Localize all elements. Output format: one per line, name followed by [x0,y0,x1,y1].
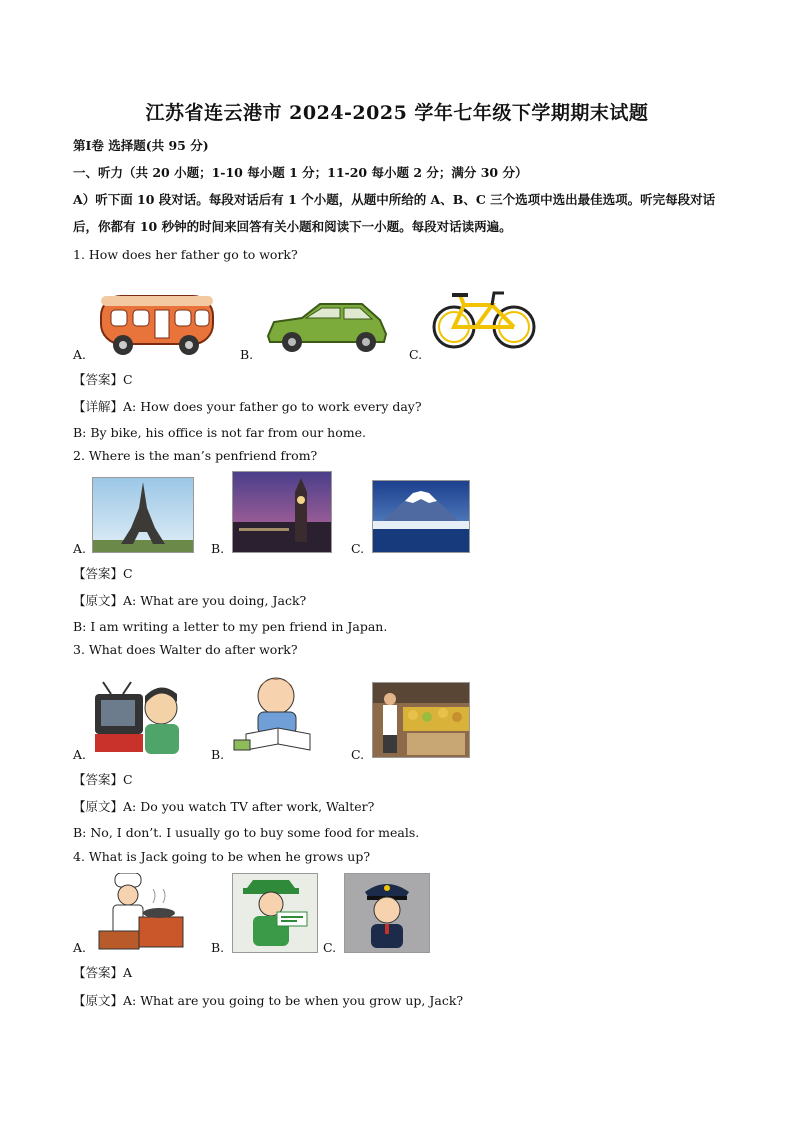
option-c: C. [323,940,337,955]
option-b: B. [240,347,254,362]
page-title: 江苏省连云港市 2024-2025 学年七年级下学期期末试题 [145,102,649,124]
option-a: A. [73,940,87,955]
big-ben-image [232,471,332,553]
bicycle-image [430,287,538,351]
reading-book-image [232,668,324,756]
cook-image [93,873,187,951]
bus-image [97,288,219,358]
option-c: C. [351,747,365,762]
option-a: A. [73,347,87,362]
option-a: A. [73,747,87,762]
part-heading: 一、听力（共 20 小题；1-10 每小题 1 分；11-20 每小题 2 分；满分 30 分） [73,165,528,180]
watching-tv-image [93,680,185,756]
question-3: 3. What does Walter do after work? [73,642,298,657]
mount-fuji-image [372,480,470,553]
listening-instruction: A）听下面 10 段对话。每段对话后有 1 个小题，从题中所给的 A、B、C 三个选项中选出最佳选项。听完每段对话后，你都有 10 秒钟的时间来回答有关小题和阅读下一小题。每段对话读两遍。 [73,192,716,234]
transcript-line: 【原文】A: Do you watch TV after work, Walter? [73,799,375,814]
section-heading: 第Ⅰ卷 选择题(共 95 分) [73,138,209,153]
car-image [262,298,390,354]
transcript-line: 【原文】A: What are you going to be when you grow up, Jack? [73,993,464,1008]
question-4: 4. What is Jack going to be when he grows up? [73,849,371,864]
transcript-line: B: No, I don’t. I usually go to buy some food for meals. [73,825,420,840]
answer-1: 【答案】C [73,372,133,387]
transcript-line: B: I am writing a letter to my pen friend in Japan. [73,619,388,634]
shopping-food-image [372,682,470,758]
option-b: B. [211,541,225,556]
option-b: B. [211,940,225,955]
transcript-line: B: By bike, his office is not far from our home. [73,425,366,440]
answer-4: 【答案】A [73,965,133,980]
answer-2: 【答案】C [73,566,133,581]
transcript-line: 【原文】A: What are you doing, Jack? [73,593,307,608]
answer-3: 【答案】C [73,772,133,787]
question-2: 2. Where is the man’s penfriend from? [73,448,318,463]
option-b: B. [211,747,225,762]
question-1: 1. How does her father go to work? [73,247,298,262]
option-c: C. [351,541,365,556]
option-a: A. [73,541,87,556]
policeman-image [344,873,430,953]
transcript-line: 【详解】A: How does your father go to work every day? [73,399,422,414]
postman-image [232,873,318,953]
eiffel-tower-image [92,477,194,553]
option-c: C. [409,347,423,362]
